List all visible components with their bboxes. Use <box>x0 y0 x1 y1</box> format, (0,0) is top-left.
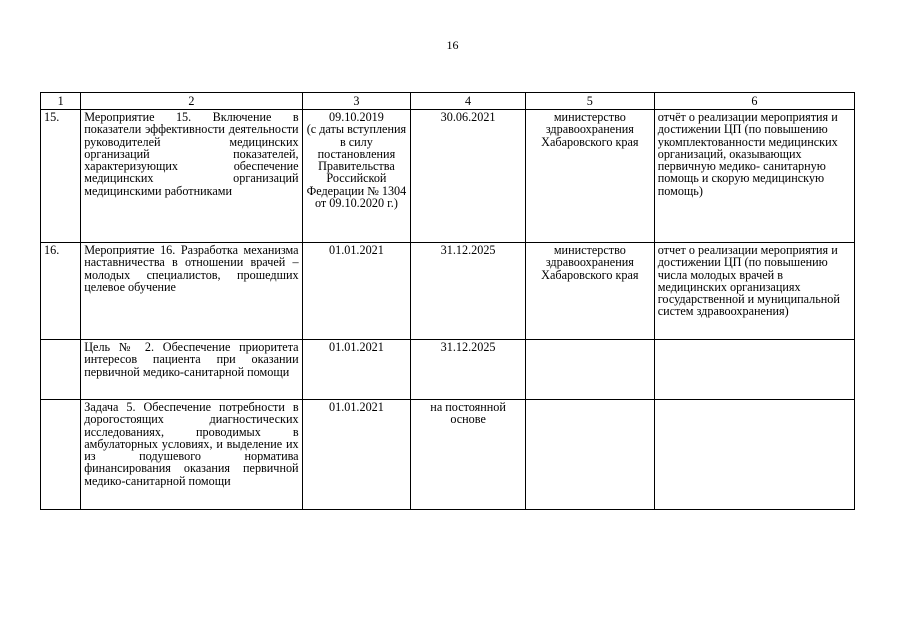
start-date-cell: 01.01.2021 <box>302 243 411 340</box>
table-row <box>41 110 855 243</box>
task-cell: Задача 5. Обеспечение потребности в дорогостоящих диагностических исследованиях, проводимых в амбулаторных условиях, и выделение их из подушевого норматива финансирования оказания первичной медико-санитарной помощи <box>81 400 302 510</box>
executor-cell <box>525 400 654 510</box>
table-row <box>41 243 855 340</box>
table-row <box>41 400 855 510</box>
column-header: 6 <box>654 93 854 110</box>
page-number: 16 <box>446 38 459 52</box>
executor-cell: министерство здравоохранения Хабаровского края <box>525 110 654 243</box>
activities-table <box>40 92 855 510</box>
column-header: 2 <box>81 93 302 110</box>
column-header: 1 <box>41 93 81 110</box>
column-header: 5 <box>525 93 654 110</box>
start-date-cell: 01.01.2021 <box>302 400 411 510</box>
result-cell <box>654 400 854 510</box>
result-cell: отчет о реализации мероприятия и достижении ЦП (по повышению числа молодых врачей в медицинских организациях государственной и муниципальной систем здравоохранения) <box>654 243 854 340</box>
row-number: 16. <box>41 243 81 340</box>
column-header: 4 <box>411 93 526 110</box>
table-row <box>41 340 855 400</box>
start-date-cell: 01.01.2021 <box>302 340 411 400</box>
executor-cell: министерство здравоохранения Хабаровского края <box>525 243 654 340</box>
end-date-cell: 31.12.2025 <box>411 243 526 340</box>
end-date-cell: 31.12.2025 <box>411 340 526 400</box>
start-date-cell <box>302 110 411 243</box>
row-number <box>41 400 81 510</box>
table-header-row <box>41 93 855 110</box>
end-date-cell: на постоянной основе <box>411 400 526 510</box>
result-cell <box>654 340 854 400</box>
result-cell: отчёт о реализации мероприятия и достижении ЦП (по повышению укомплектованности медицинских организаций, оказывающих первичную медико- санитарную помощь и скорую медицинскую помощь) <box>654 110 854 243</box>
start-date-text: 09.10.2019 (с даты вступления в силу постановления Правительства Российской Федерации № 1304 от 09.10.2020 г.) <box>306 110 407 211</box>
column-header: 3 <box>302 93 411 110</box>
activity-cell: Мероприятие 16. Разработка механизма наставничества в отношении врачей – молодых специалистов, прошедших целевое обучение <box>81 243 302 340</box>
goal-cell: Цель № 2. Обеспечение приоритета интересов пациента при оказании первичной медико-санитарной помощи <box>81 340 302 400</box>
row-number <box>41 340 81 400</box>
end-date-cell: 30.06.2021 <box>411 110 526 243</box>
activity-cell: Мероприятие 15. Включение в показатели эффективности деятельности руководителей медицинских организаций показателей, характеризующих обеспечение медицинских организаций медицинскими работниками <box>81 110 302 243</box>
row-number: 15. <box>41 110 81 243</box>
executor-cell <box>525 340 654 400</box>
